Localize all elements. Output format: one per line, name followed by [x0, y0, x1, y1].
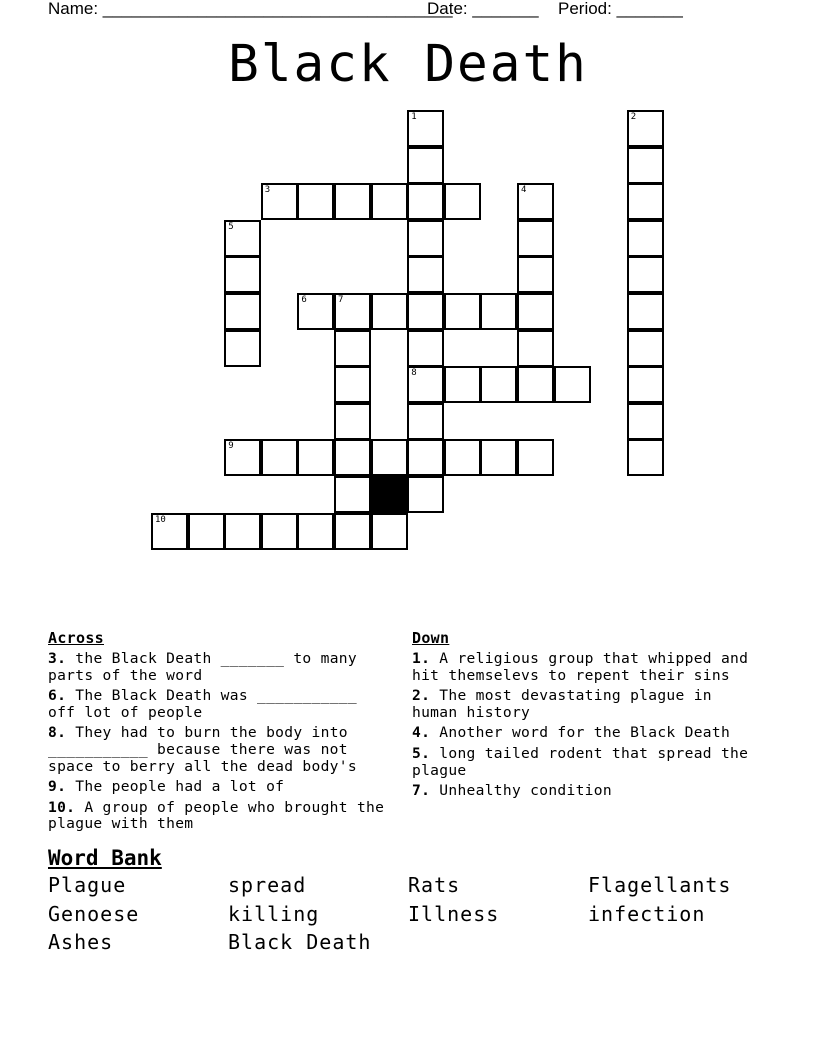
crossword-cell[interactable] [407, 366, 444, 403]
crossword-cell[interactable] [261, 439, 298, 476]
crossword-cell[interactable] [444, 366, 481, 403]
date-field[interactable]: Date: _______ [427, 0, 539, 18]
crossword-cell[interactable] [334, 293, 371, 330]
page-title: Black Death [228, 35, 588, 94]
crossword-cell[interactable] [261, 513, 298, 550]
word-bank-item: Flagellants [588, 873, 732, 897]
crossword-cell[interactable] [224, 256, 261, 293]
word-bank-item: killing [228, 901, 320, 926]
clue-number: 2 [630, 112, 637, 122]
crossword-cell[interactable] [480, 439, 517, 476]
crossword-cell[interactable] [627, 293, 664, 330]
down-heading: Down [412, 629, 450, 647]
crossword-cell[interactable] [627, 110, 664, 147]
crossword-cell[interactable] [627, 147, 664, 184]
clue-number: 3 [264, 185, 271, 196]
crossword-cell[interactable] [334, 366, 371, 403]
crossword-cell[interactable] [151, 513, 188, 550]
crossword-cell[interactable] [371, 513, 408, 550]
crossword-cell[interactable] [224, 513, 261, 550]
crossword-cell[interactable] [627, 220, 664, 257]
word-bank-item: Black Death [228, 930, 372, 954]
clue-number: 10 [155, 514, 166, 525]
clue-number: 5 [228, 221, 234, 232]
crossword-cell[interactable] [297, 293, 334, 330]
crossword-cell[interactable] [444, 439, 481, 476]
clue-across-8: 8. They had to burn the body into ___________ because there was not space to berry all the dead body's [48, 724, 357, 775]
crossword-cell[interactable] [334, 439, 371, 476]
crossword-cell[interactable] [297, 439, 334, 476]
crossword-cell[interactable] [444, 183, 481, 220]
clue-down-5: 5. long tailed rodent that spread the plague [412, 744, 749, 779]
crossword-cell[interactable] [517, 293, 554, 330]
crossword-cell[interactable] [407, 147, 444, 184]
word-bank-item: infection [588, 901, 706, 926]
crossword-cell[interactable] [517, 220, 554, 257]
clue-number: 9 [228, 441, 234, 452]
crossword-cell[interactable] [517, 330, 554, 367]
crossword-cell[interactable] [407, 110, 444, 147]
crossword-cell[interactable] [371, 293, 408, 330]
crossword-cell[interactable] [480, 366, 517, 403]
crossword-cell[interactable] [334, 330, 371, 367]
crossword-cell[interactable] [224, 330, 261, 367]
crossword-cell[interactable] [297, 183, 334, 220]
across-heading: Across [48, 629, 104, 647]
clue-down-7: 7. Unhealthy condition [412, 782, 612, 800]
clue-down-2: 2. The most devastating plague in human history [412, 687, 712, 721]
clue-number: 4 [521, 185, 527, 196]
crossword-cell[interactable] [627, 366, 664, 403]
crossword-cell[interactable] [407, 183, 444, 220]
across-clues [48, 630, 393, 837]
clue-number: 7 [338, 295, 344, 305]
crossword-cell[interactable] [444, 293, 481, 330]
crossword-cell[interactable] [224, 220, 261, 257]
word-bank [48, 873, 768, 959]
crossword-cell[interactable] [407, 220, 444, 257]
crossword-cell[interactable] [517, 366, 554, 403]
word-bank-title: Word Bank [48, 846, 162, 870]
clue-across-10: 10. A group of people who brought the plague with them [48, 798, 385, 833]
crossword-cell[interactable] [554, 366, 591, 403]
crossword-cell[interactable] [224, 439, 261, 476]
clue-across-6: 6. The Black Death was ___________ off lot of people [48, 687, 357, 721]
crossword-cell[interactable] [334, 513, 371, 550]
crossword-cell[interactable] [407, 403, 444, 440]
blocked-cell [371, 476, 408, 513]
clue-across-9: 9. The people had a lot of [48, 778, 285, 796]
word-bank-item: Genoese [48, 901, 140, 926]
crossword-cell[interactable] [480, 293, 517, 330]
period-field[interactable]: Period: _______ [558, 0, 683, 18]
word-bank-item: Plague [48, 873, 127, 897]
word-bank-item: Rats [408, 873, 461, 897]
crossword-cell[interactable] [261, 183, 298, 220]
crossword-cell[interactable] [407, 439, 444, 476]
name-field[interactable]: Name: _____________________________________ [48, 0, 453, 18]
crossword-cell[interactable] [334, 183, 371, 220]
crossword-cell[interactable] [627, 256, 664, 293]
clue-across-3: 3. the Black Death _______ to many parts of the word [48, 650, 357, 684]
crossword-cell[interactable] [407, 330, 444, 367]
crossword-cell[interactable] [224, 293, 261, 330]
crossword-cell[interactable] [517, 439, 554, 476]
crossword-cell[interactable] [188, 513, 225, 550]
down-clues [412, 630, 757, 804]
crossword-cell[interactable] [627, 439, 664, 476]
crossword-cell[interactable] [371, 183, 408, 220]
crossword-cell[interactable] [334, 476, 371, 513]
clue-number: 8 [411, 368, 417, 379]
crossword-cell[interactable] [627, 330, 664, 367]
clue-down-4: 4. Another word for the Black Death [412, 724, 731, 742]
word-bank-item: Ashes [48, 930, 114, 954]
crossword-cell[interactable] [297, 513, 334, 550]
crossword-cell[interactable] [407, 256, 444, 293]
crossword-cell[interactable] [407, 476, 444, 513]
clue-number: 1 [411, 112, 417, 122]
crossword-cell[interactable] [517, 183, 554, 220]
crossword-cell[interactable] [517, 256, 554, 293]
word-bank-item: Illness [408, 901, 500, 926]
word-bank-item: spread [228, 873, 307, 897]
clue-number: 6 [301, 295, 307, 305]
crossword-cell[interactable] [334, 403, 371, 440]
crossword-cell[interactable] [627, 403, 664, 440]
crossword-cell[interactable] [407, 293, 444, 330]
crossword-cell[interactable] [371, 439, 408, 476]
crossword-cell[interactable] [627, 183, 664, 220]
clue-down-1: 1. A religious group that whipped and hit themselevs to repent their sins [412, 650, 749, 684]
